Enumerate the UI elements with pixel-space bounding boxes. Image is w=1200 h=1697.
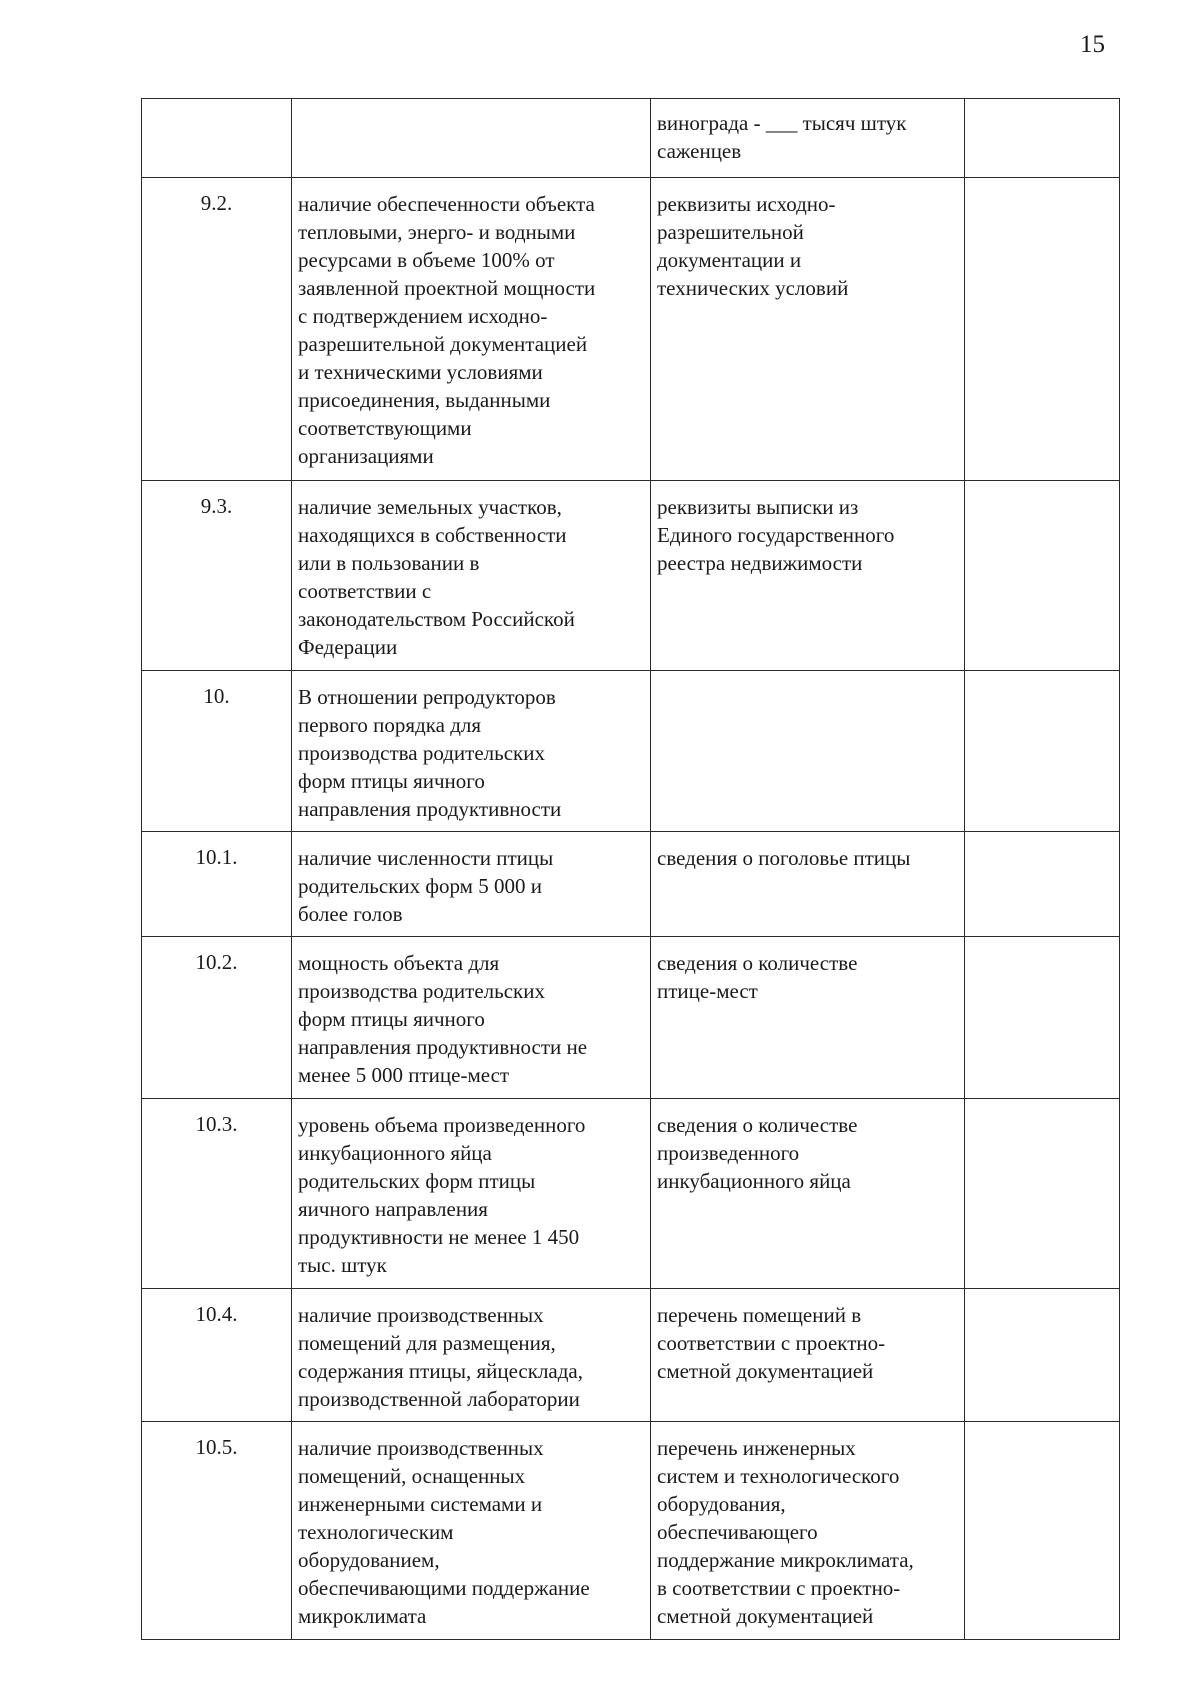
row-extra	[965, 1099, 1120, 1289]
row-extra	[965, 1422, 1120, 1640]
row-documents: сведения о поголовье птицы	[651, 832, 965, 937]
row-number: 10.	[142, 671, 292, 832]
row-number	[142, 99, 292, 178]
table-row-10-5	[142, 1422, 1120, 1640]
table-row-9-3	[142, 481, 1120, 671]
row-description	[292, 99, 651, 178]
row-documents: перечень помещений в соответствии с проектно- сметной документацией	[651, 1289, 965, 1422]
row-documents: реквизиты исходно- разрешительной документации и технических условий	[651, 178, 965, 481]
row-extra	[965, 1289, 1120, 1422]
row-extra	[965, 481, 1120, 671]
row-number: 10.2.	[142, 937, 292, 1099]
row-extra	[965, 671, 1120, 832]
table-row-continuation	[142, 99, 1120, 178]
row-description: наличие производственных помещений, оснащенных инженерными системами и технологическим оборудованием, обеспечивающими поддержание микроклимата	[292, 1422, 651, 1640]
row-description: наличие производственных помещений для размещения, содержания птицы, яйцесклада, производственной лаборатории	[292, 1289, 651, 1422]
page-number: 15	[1080, 31, 1105, 58]
row-description: В отношении репродукторов первого порядка для производства родительских форм птицы яичного направления продуктивности	[292, 671, 651, 832]
row-number: 9.2.	[142, 178, 292, 481]
table-row-10-1	[142, 832, 1120, 937]
row-extra	[965, 832, 1120, 937]
row-documents: сведения о количестве произведенного инкубационного яйца	[651, 1099, 965, 1289]
row-number: 10.5.	[142, 1422, 292, 1640]
row-documents	[651, 671, 965, 832]
table-row-10-3	[142, 1099, 1120, 1289]
table-row-10-4	[142, 1289, 1120, 1422]
row-number: 10.4.	[142, 1289, 292, 1422]
row-number: 10.1.	[142, 832, 292, 937]
row-description: наличие численности птицы родительских форм 5 000 и более голов	[292, 832, 651, 937]
row-documents: винограда - ___ тысяч штук саженцев	[651, 99, 965, 178]
row-number: 9.3.	[142, 481, 292, 671]
row-extra	[965, 178, 1120, 481]
row-description: наличие обеспеченности объекта тепловыми, энерго- и водными ресурсами в объеме 100% от заявленной проектной мощности с подтверждением исходно- разрешительной документацией и техническими условиями присоединения, выданными соответствующими организациями	[292, 178, 651, 481]
table-row-10	[142, 671, 1120, 832]
row-documents: перечень инженерных систем и технологического оборудования, обеспечивающего поддержание микроклимата, в соответствии с проектно- сметной документацией	[651, 1422, 965, 1640]
table-row-9-2	[142, 178, 1120, 481]
row-description: уровень объема произведенного инкубационного яйца родительских форм птицы яичного направления продуктивности не менее 1 450 тыс. штук	[292, 1099, 651, 1289]
table-row-10-2	[142, 937, 1120, 1099]
criteria-table	[141, 98, 1120, 1640]
row-extra	[965, 937, 1120, 1099]
row-description: мощность объекта для производства родительских форм птицы яичного направления продуктивности не менее 5 000 птице-мест	[292, 937, 651, 1099]
row-documents: реквизиты выписки из Единого государственного реестра недвижимости	[651, 481, 965, 671]
row-description: наличие земельных участков, находящихся в собственности или в пользовании в соответствии с законодательством Российской Федерации	[292, 481, 651, 671]
row-number: 10.3.	[142, 1099, 292, 1289]
row-documents: сведения о количестве птице-мест	[651, 937, 965, 1099]
row-extra	[965, 99, 1120, 178]
